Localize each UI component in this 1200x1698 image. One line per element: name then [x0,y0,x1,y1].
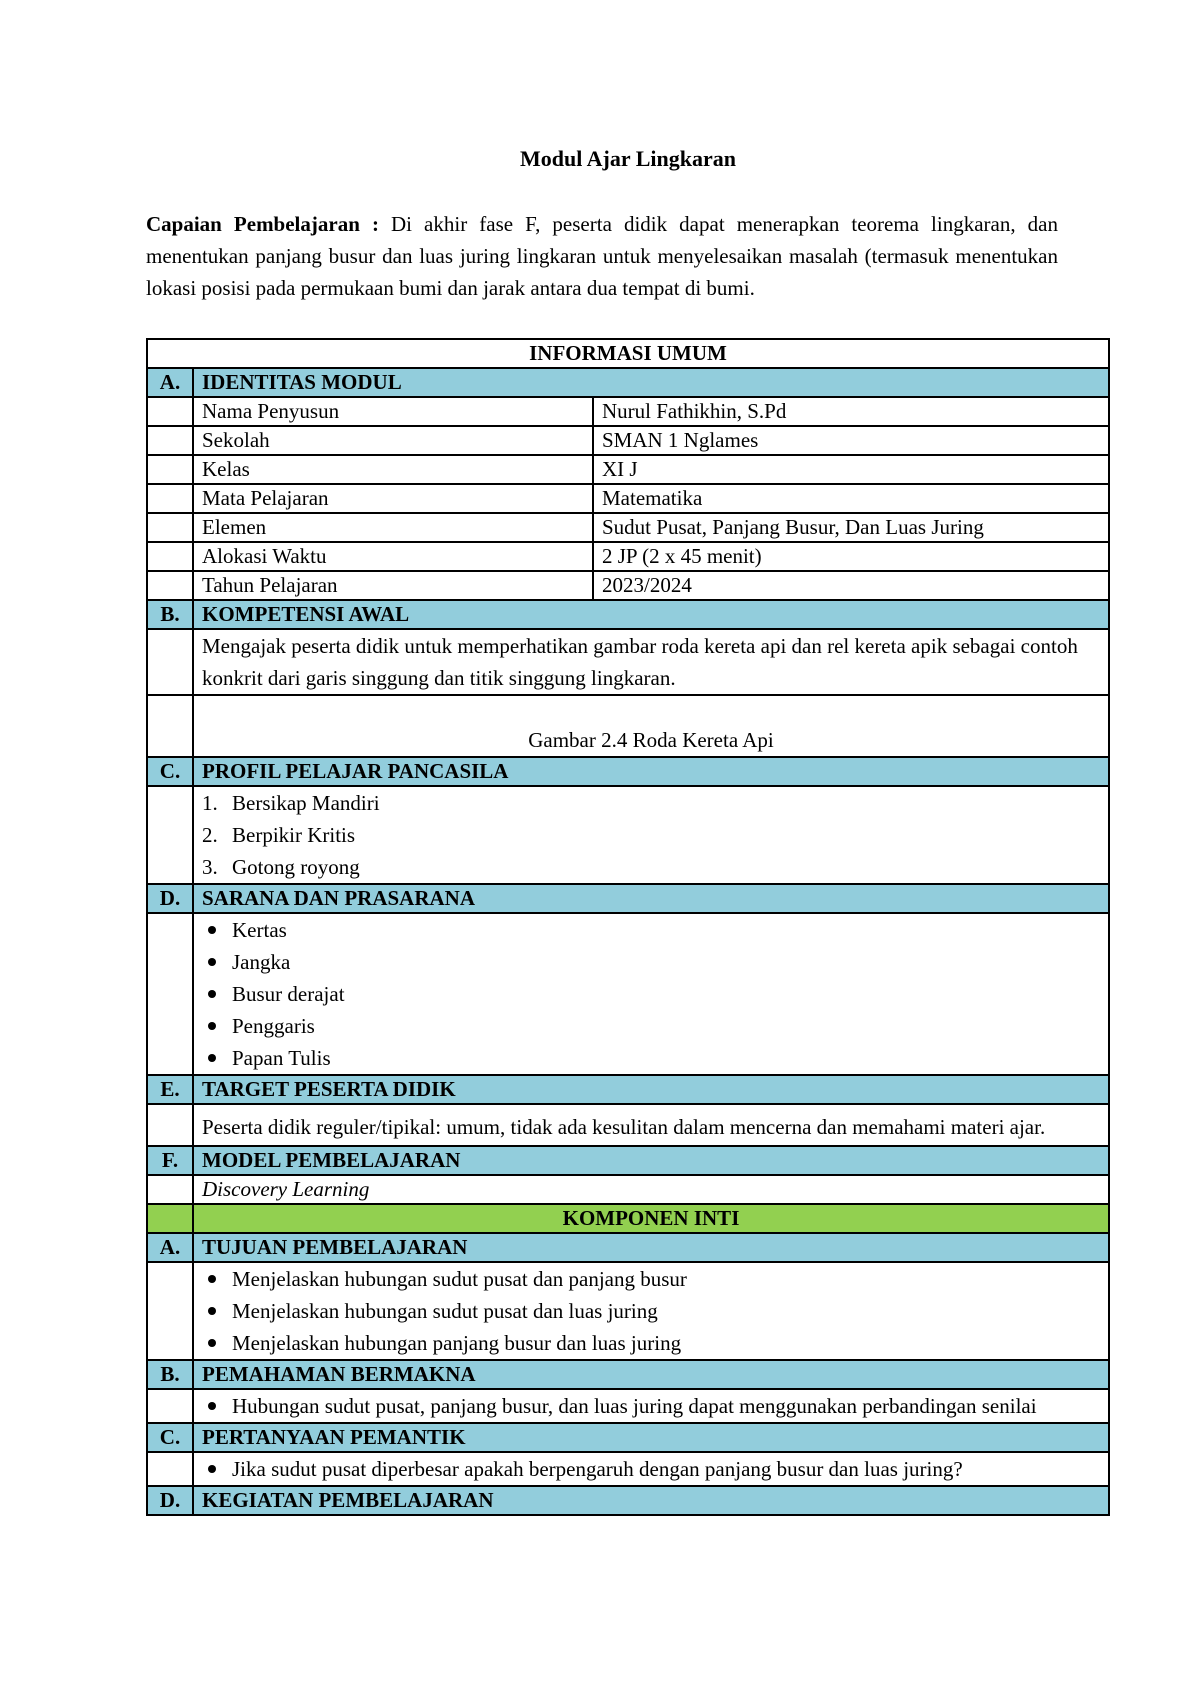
list-item [202,1263,1100,1295]
bullet-icon [208,1307,216,1315]
section-title-sarana: SARANA DAN PRASARANA [193,884,1109,913]
list-number: 3. [202,855,218,879]
table-row [147,513,1109,542]
capaian-text: Di akhir fase F, peserta didik dapat menerapkan teorema lingkaran, dan menentukan panjang busur dan luas juring lingkaran untuk menyelesaikan masalah (termasuk menentukan lokasi posisi pada permukaan bumi dan jarak antara dua tempat di bumi. [146,212,1058,300]
row-key: Kelas [193,455,593,484]
list-item [202,1327,1100,1359]
list-text: Kertas [232,918,287,942]
row-key: Mata Pelajaran [193,484,593,513]
table-row [147,484,1109,513]
section-title-identitas: IDENTITAS MODUL [193,368,1109,397]
bullet-icon [208,1339,216,1347]
bullet-icon [208,1054,216,1062]
list-item [202,1453,1100,1485]
module-table [146,338,1110,1516]
section-title-model: MODEL PEMBELAJARAN [193,1146,1109,1175]
section-title-tujuan: TUJUAN PEMBELAJARAN [193,1233,1109,1262]
list-item [202,1295,1100,1327]
list-text: Menjelaskan hubungan sudut pusat dan luas juring [232,1299,658,1323]
list-text: Penggaris [232,1014,315,1038]
row-key: Alokasi Waktu [193,542,593,571]
row-key: Elemen [193,513,593,542]
list-number: 1. [202,791,218,815]
row-value: Matematika [593,484,1109,513]
list-item [202,978,1100,1010]
section-title-target: TARGET PESERTA DIDIK [193,1075,1109,1104]
section-letter: B. [147,1360,193,1389]
row-value: 2023/2024 [593,571,1109,600]
section-letter: B. [147,600,193,629]
list-text: Jangka [232,950,291,974]
document-title: Modul Ajar Lingkaran [520,146,736,171]
table-row [147,571,1109,600]
bullet-icon [208,990,216,998]
list-item [202,819,1100,851]
capaian-label: Capaian Pembelajaran : [146,212,379,236]
list-item [202,946,1100,978]
list-item [202,851,1100,883]
bullet-icon [208,1275,216,1283]
row-value: Sudut Pusat, Panjang Busur, Dan Luas Juring [593,513,1109,542]
list-text: Berpikir Kritis [232,823,356,847]
row-value: 2 JP (2 x 45 menit) [593,542,1109,571]
row-key: Tahun Pelajaran [193,571,593,600]
list-number: 2. [202,823,218,847]
row-key: Sekolah [193,426,593,455]
row-value: XI J [593,455,1109,484]
bullet-icon [208,1465,216,1473]
list-item [202,1390,1100,1422]
list-item [202,787,1100,819]
target-text: Peserta didik reguler/tipikal: umum, tidak ada kesulitan dalam mencerna dan memahami materi ajar. [202,1115,1046,1139]
bullet-icon [208,958,216,966]
table-row [147,426,1109,455]
list-text: Jika sudut pusat diperbesar apakah berpengaruh dengan panjang busur dan luas juring? [232,1457,963,1481]
informasi-umum-header: INFORMASI UMUM [147,339,1109,368]
section-letter: D. [147,1486,193,1515]
row-value: SMAN 1 Nglames [593,426,1109,455]
section-letter: C. [147,757,193,786]
list-text: Bersikap Mandiri [232,791,380,815]
section-title-kegiatan: KEGIATAN PEMBELAJARAN [193,1486,1109,1515]
figure-caption: Gambar 2.4 Roda Kereta Api [528,728,774,752]
section-letter: E. [147,1075,193,1104]
model-text: Discovery Learning [193,1175,1109,1204]
kompetensi-text: Mengajak peserta didik untuk memperhatikan gambar roda kereta api dan rel kereta apik sebagai contoh konkrit dari garis singgung dan titik singgung lingkaran. [202,634,1078,690]
capaian-paragraph [146,208,1058,304]
list-text: Gotong royong [232,855,360,879]
section-letter: D. [147,884,193,913]
list-text: Menjelaskan hubungan panjang busur dan luas juring [232,1331,682,1355]
table-row [147,397,1109,426]
section-letter: F. [147,1146,193,1175]
row-value: Nurul Fathikhin, S.Pd [593,397,1109,426]
bullet-icon [208,1402,216,1410]
section-title-pemahaman: PEMAHAMAN BERMAKNA [193,1360,1109,1389]
list-item [202,1042,1100,1074]
section-title-pertanyaan: PERTANYAAN PEMANTIK [193,1423,1109,1452]
list-text: Menjelaskan hubungan sudut pusat dan panjang busur [232,1267,687,1291]
row-key: Nama Penyusun [193,397,593,426]
section-title-kompetensi: KOMPETENSI AWAL [193,600,1109,629]
table-row [147,455,1109,484]
komponen-inti-header: KOMPONEN INTI [193,1204,1109,1233]
list-text: Hubungan sudut pusat, panjang busur, dan luas juring dapat menggunakan perbandingan senilai [232,1394,1037,1418]
table-row [147,542,1109,571]
list-text: Busur derajat [232,982,345,1006]
list-item [202,1010,1100,1042]
section-letter: C. [147,1423,193,1452]
bullet-icon [208,1022,216,1030]
section-letter: A. [147,1233,193,1262]
bullet-icon [208,926,216,934]
section-title-profil: PROFIL PELAJAR PANCASILA [193,757,1109,786]
list-text: Papan Tulis [232,1046,331,1070]
list-item [202,914,1100,946]
section-letter: A. [147,368,193,397]
